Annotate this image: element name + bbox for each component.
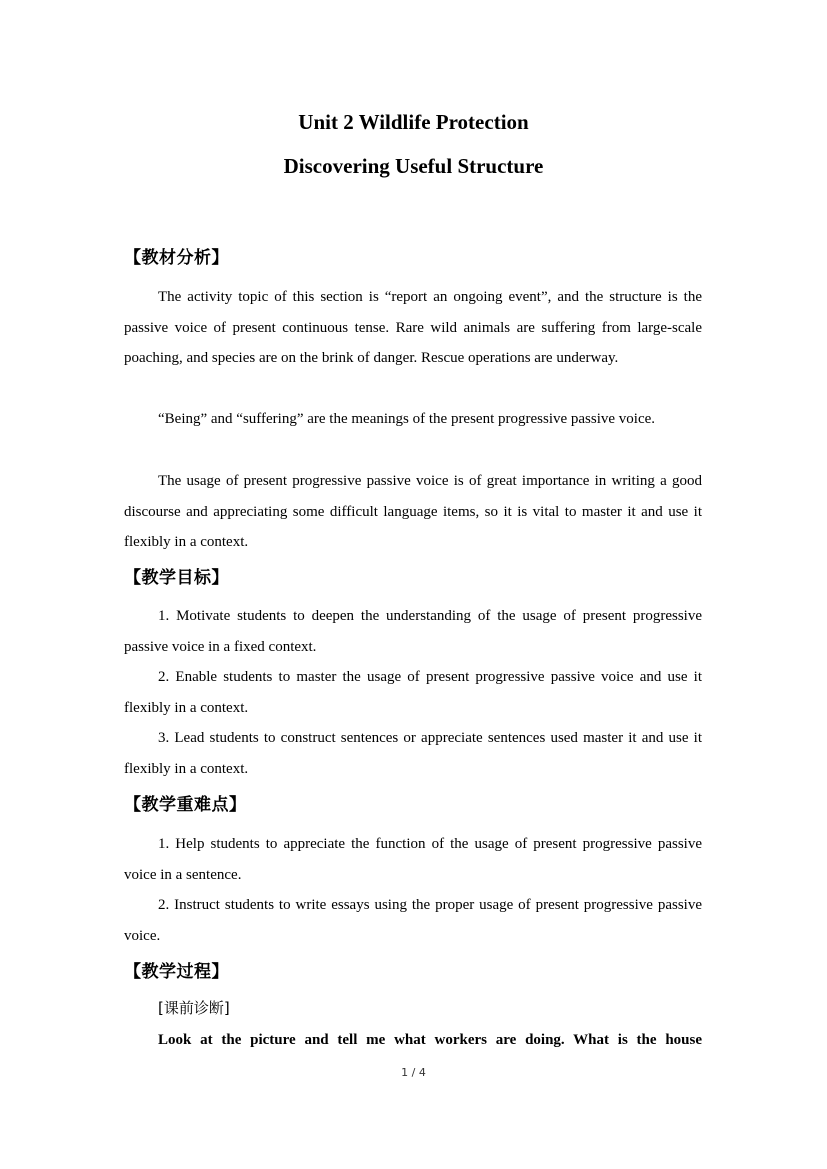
analysis-paragraph: The usage of present progressive passive voice is of great importance in writing a good discourse and appreciating some difficult language items, so it is vital to master it and use it flexibly in a context. — [124, 473, 702, 551]
document-subtitle: Discovering Useful Structure — [283, 154, 544, 178]
objective-item: 3. Lead students to construct sentences or appreciate sentences used master it and use it flexibly in a context. — [124, 730, 702, 777]
key-point-item: 2. Instruct students to write essays using the proper usage of present progressive passive voice. — [124, 897, 702, 944]
page-number: 1 / 4 — [401, 1066, 426, 1079]
section-heading-objectives: 【教学目标】 — [124, 568, 229, 588]
section-heading-process: 【教学过程】 — [124, 962, 229, 982]
analysis-paragraph: The activity topic of this section is “report an ongoing event”, and the structure is the passive voice of present continuous tense. Rare wild animals are suffering from large-scale poaching, and species are on the brink of danger. Rescue operations are underway. — [124, 289, 702, 367]
objective-item: 1. Motivate students to deepen the understanding of the usage of present progressive passive voice in a fixed context. — [124, 608, 702, 655]
section-heading-analysis: 【教材分析】 — [124, 248, 229, 268]
process-sub-label: [课前诊断] — [158, 999, 230, 1017]
objective-item: 2. Enable students to master the usage of present progressive passive voice and use it flexibly in a context. — [124, 669, 702, 716]
section-heading-key-points: 【教学重难点】 — [124, 795, 247, 815]
process-prompt: Look at the picture and tell me what workers are doing. What is the house — [158, 1032, 702, 1048]
key-point-item: 1. Help students to appreciate the function of the usage of present progressive passive voice in a sentence. — [124, 836, 702, 883]
analysis-paragraph: “Being” and “suffering” are the meanings of the present progressive passive voice. — [158, 411, 656, 427]
document-title: Unit 2 Wildlife Protection — [298, 110, 529, 134]
